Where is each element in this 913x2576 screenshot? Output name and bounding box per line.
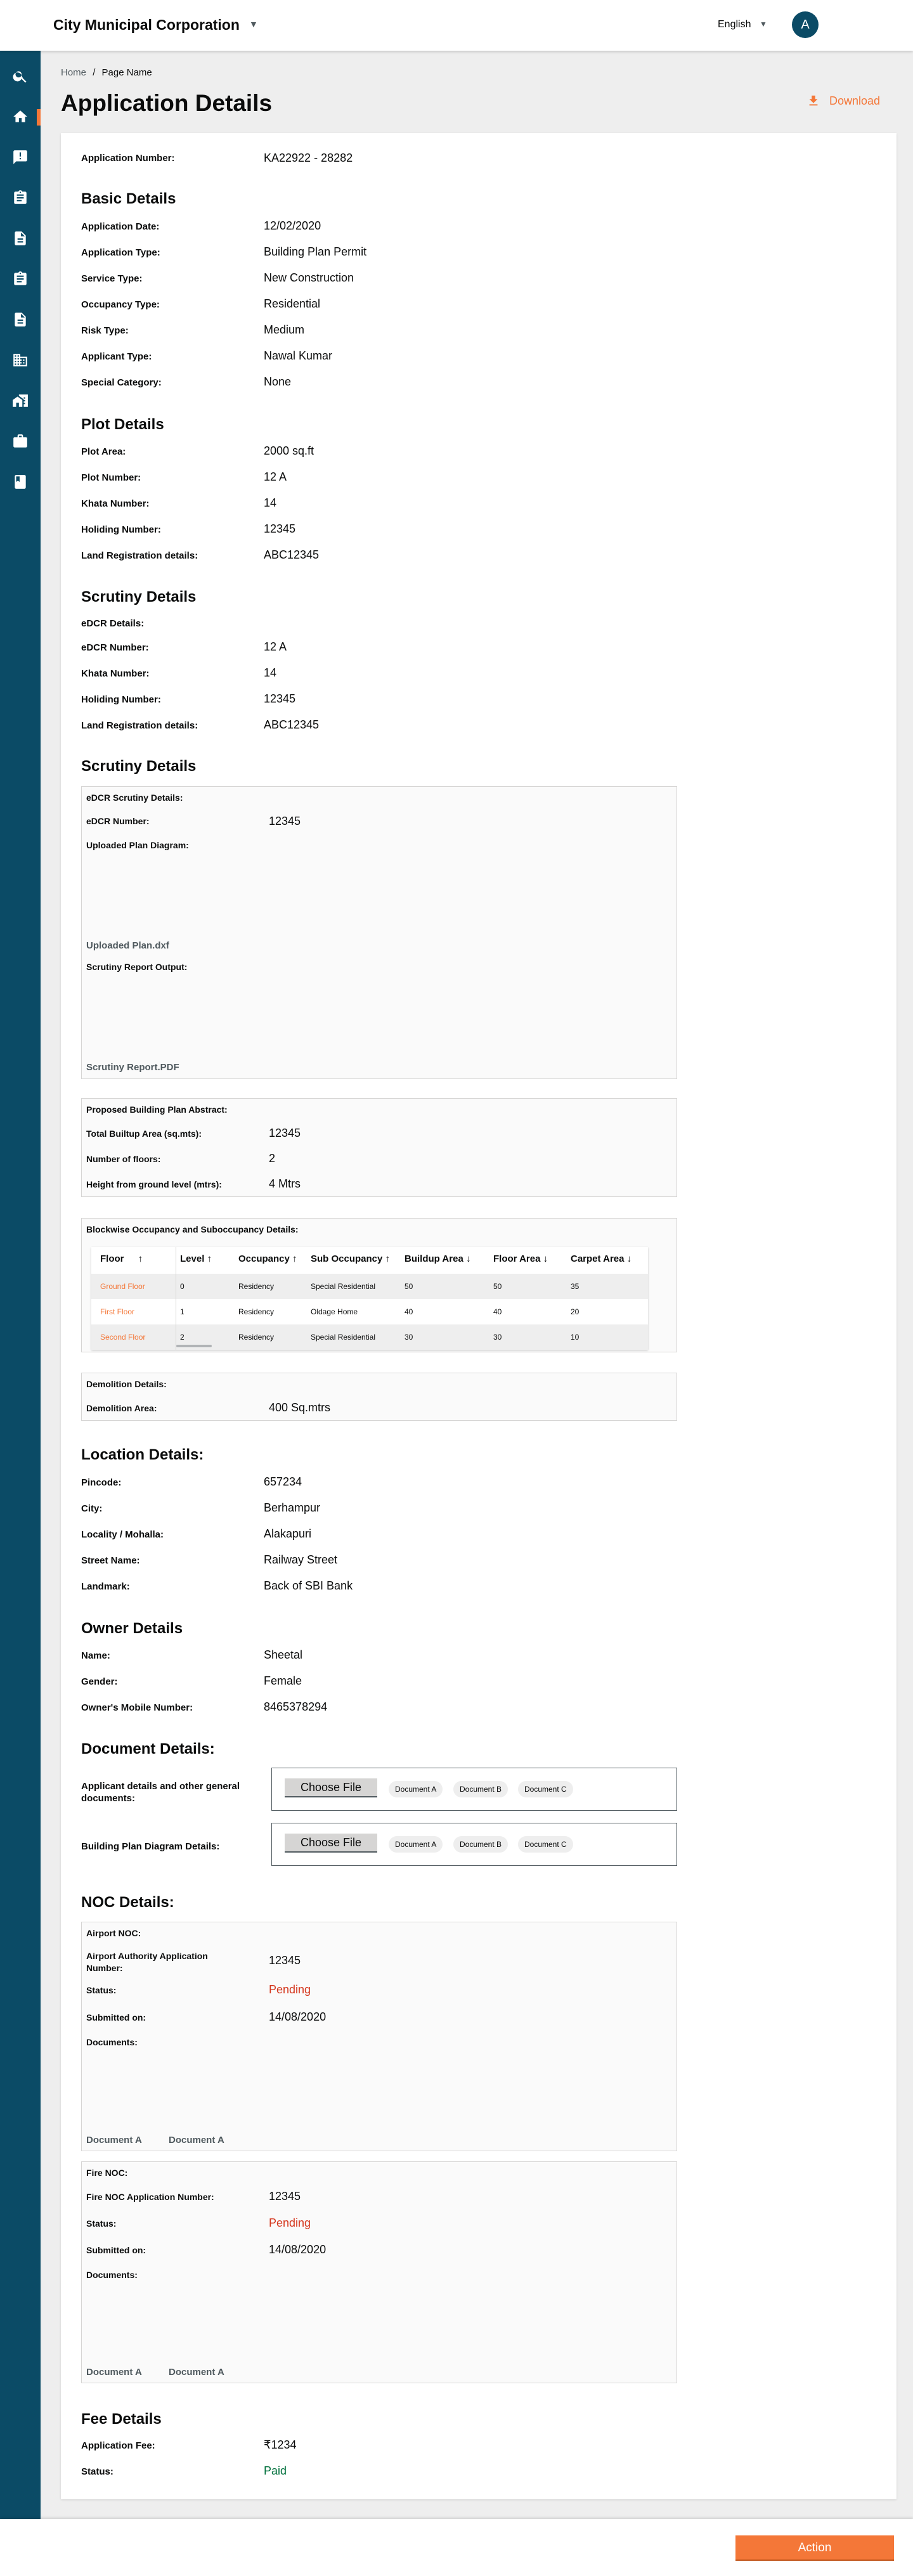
table-cell[interactable]: Ground Floor xyxy=(100,1282,145,1291)
basic-value: Nawal Kumar xyxy=(264,349,333,362)
abstract-value: 4 Mtrs xyxy=(269,1177,301,1190)
airport-noc-document[interactable]: Document A xyxy=(169,2135,224,2146)
edcr-number-value: 12345 xyxy=(269,815,301,827)
airport-noc-document[interactable]: Document A xyxy=(86,2135,142,2146)
basic-label: Application Date: xyxy=(81,221,160,232)
breadcrumb-current: Page Name xyxy=(101,67,152,78)
uploaded-plan-label: Uploaded Plan Diagram: xyxy=(86,840,189,850)
plot-details-heading: Plot Details xyxy=(81,416,164,433)
table-cell: 50 xyxy=(405,1282,413,1291)
airport-noc-submitted: 14/08/2020 xyxy=(269,2010,327,2023)
clipboard-icon[interactable] xyxy=(0,185,41,210)
plot-value: 12345 xyxy=(264,522,296,535)
fire-noc-value: 12345 xyxy=(269,2190,301,2203)
abstract-value: 12345 xyxy=(269,1127,301,1139)
scrutiny-value: 12345 xyxy=(264,692,296,705)
document-chip[interactable]: Document C xyxy=(518,1836,573,1853)
chevron-down-icon[interactable]: ▼ xyxy=(249,19,258,29)
scrutiny-value: ABC12345 xyxy=(264,718,320,731)
basic-label: Service Type: xyxy=(81,273,143,284)
owner-label: Owner's Mobile Number: xyxy=(81,1702,193,1713)
table-cell: 20 xyxy=(571,1307,580,1316)
table-cell: 30 xyxy=(405,1333,413,1342)
breadcrumb-separator: / xyxy=(93,67,96,78)
table-scrollbar[interactable] xyxy=(176,1345,212,1347)
top-bar xyxy=(0,0,913,51)
breadcrumb xyxy=(61,67,152,78)
basic-value: Residential xyxy=(264,297,321,310)
owner-label: Gender: xyxy=(81,1676,118,1687)
location-value: 657234 xyxy=(264,1475,302,1488)
table-cell[interactable]: First Floor xyxy=(100,1307,134,1316)
scrutiny-report-label: Scrutiny Report Output: xyxy=(86,962,188,972)
table-cell: 2 xyxy=(180,1333,185,1342)
action-bar xyxy=(0,2519,913,2576)
table-cell: Residency xyxy=(238,1333,275,1342)
download-button[interactable] xyxy=(806,94,880,108)
table-cell: 40 xyxy=(405,1307,413,1316)
upload-label: Building Plan Diagram Details: xyxy=(81,1841,220,1852)
application-number-value: KA22922 - 28282 xyxy=(264,152,353,164)
table-cell: Oldage Home xyxy=(311,1307,358,1316)
fee-status-label: Status: xyxy=(81,2466,113,2477)
airport-noc-documents-label: Documents: xyxy=(86,2037,138,2047)
airport-noc-title: Airport NOC: xyxy=(86,1928,141,1938)
airport-noc-submitted-label: Submitted on: xyxy=(86,2012,146,2023)
noc-details-heading: NOC Details: xyxy=(81,1894,174,1911)
scrutiny-label: Khata Number: xyxy=(81,668,150,679)
action-button[interactable]: Action xyxy=(735,2535,894,2561)
scrutiny-label: eDCR Number: xyxy=(81,642,149,653)
table-cell: 0 xyxy=(180,1282,185,1291)
city-brand[interactable]: City Municipal Corporation xyxy=(53,16,240,33)
location-value: Alakapuri xyxy=(264,1527,312,1540)
column-header-level[interactable]: Level ↑ xyxy=(180,1253,212,1264)
scrutiny-report-file[interactable]: Scrutiny Report.PDF xyxy=(86,1062,179,1073)
language-selector[interactable]: English xyxy=(718,19,751,30)
plot-label: Plot Number: xyxy=(81,472,141,483)
fee-value: ₹1234 xyxy=(264,2438,297,2451)
demolition-box xyxy=(81,1373,677,1421)
table-cell: 40 xyxy=(493,1307,502,1316)
plot-value: ABC12345 xyxy=(264,548,320,561)
airport-noc-value: 12345 xyxy=(269,1954,301,1967)
document-chip[interactable]: Document A xyxy=(389,1836,443,1853)
document-chip[interactable]: Document A xyxy=(389,1781,443,1797)
plot-label: Khata Number: xyxy=(81,498,150,509)
abstract-label: Height from ground level (mtrs): xyxy=(86,1179,222,1189)
location-label: Street Name: xyxy=(81,1555,140,1566)
fee-status-value: Paid xyxy=(264,2464,287,2477)
column-header-floor[interactable]: Floor ↑ xyxy=(100,1253,143,1264)
location-value: Back of SBI Bank xyxy=(264,1579,353,1592)
scrutiny-label: Holiding Number: xyxy=(81,694,161,705)
plot-value: 2000 sq.ft xyxy=(264,444,314,457)
page-title: Application Details xyxy=(61,90,273,116)
basic-value: Building Plan Permit xyxy=(264,245,367,258)
uploaded-plan-file[interactable]: Uploaded Plan.dxf xyxy=(86,940,169,951)
fire-noc-submitted-label: Submitted on: xyxy=(86,2245,146,2255)
basic-value: None xyxy=(264,375,292,388)
basic-label: Risk Type: xyxy=(81,325,129,336)
blockwise-title: Blockwise Occupancy and Suboccupancy Details: xyxy=(86,1224,299,1234)
plot-label: Land Registration details: xyxy=(81,550,198,561)
document-icon[interactable] xyxy=(0,307,41,332)
owner-details-heading: Owner Details xyxy=(81,1620,183,1637)
general-documents-upload xyxy=(271,1768,677,1811)
scrutiny-value: 14 xyxy=(264,666,277,679)
basic-label: Applicant Type: xyxy=(81,351,152,362)
upload-label: Applicant details and other general documents: xyxy=(81,1781,240,1804)
table-cell: 30 xyxy=(493,1333,502,1342)
plan-diagram-upload xyxy=(271,1823,677,1866)
scrutiny-label: Land Registration details: xyxy=(81,720,198,731)
table-cell: 35 xyxy=(571,1282,580,1291)
basic-label: Occupancy Type: xyxy=(81,299,160,310)
home-icon[interactable] xyxy=(0,104,41,129)
owner-value: Female xyxy=(264,1674,302,1687)
fire-noc-documents-label: Documents: xyxy=(86,2270,138,2280)
airport-noc-status: Pending xyxy=(269,1983,311,1996)
plot-value: 14 xyxy=(264,496,277,509)
alert-icon[interactable] xyxy=(0,145,41,170)
choose-file-button[interactable]: Choose File xyxy=(285,1778,377,1797)
house-icon[interactable] xyxy=(0,388,41,413)
fire-noc-document[interactable]: Document A xyxy=(169,2367,224,2378)
blockwise-table xyxy=(91,1247,648,1350)
owner-value: Sheetal xyxy=(264,1648,303,1661)
owner-label: Name: xyxy=(81,1650,110,1661)
location-label: Landmark: xyxy=(81,1581,130,1592)
demolition-area-value: 400 Sq.mtrs xyxy=(269,1401,331,1414)
owner-value: 8465378294 xyxy=(264,1700,328,1713)
chevron-down-icon[interactable]: ▼ xyxy=(760,20,767,29)
fee-label: Application Fee: xyxy=(81,2440,155,2451)
basic-details-heading: Basic Details xyxy=(81,190,176,207)
choose-file-button[interactable]: Choose File xyxy=(285,1834,377,1853)
plot-label: Holiding Number: xyxy=(81,524,161,535)
table-cell: Residency xyxy=(238,1307,275,1316)
scrutiny-value: 12 A xyxy=(264,640,287,653)
fire-noc-status-label: Status: xyxy=(86,2218,117,2229)
search-icon[interactable] xyxy=(0,63,41,89)
document-chip[interactable]: Document B xyxy=(453,1781,508,1797)
column-header-floor-area[interactable]: Floor Area ↓ xyxy=(493,1253,548,1264)
column-header-carpet-area[interactable]: Carpet Area ↓ xyxy=(571,1253,632,1264)
demolition-title: Demolition Details: xyxy=(86,1379,167,1389)
application-number-label: Application Number: xyxy=(81,153,175,164)
fire-noc-document[interactable]: Document A xyxy=(86,2367,142,2378)
table-cell: Residency xyxy=(238,1282,275,1291)
scrutiny-details-heading: Scrutiny Details xyxy=(81,588,197,605)
basic-label: Special Category: xyxy=(81,377,162,388)
fire-noc-status: Pending xyxy=(269,2217,311,2229)
briefcase-icon[interactable] xyxy=(0,429,41,454)
plot-value: 12 A xyxy=(264,470,287,483)
abstract-label: Number of floors: xyxy=(86,1154,161,1164)
abstract-title: Proposed Building Plan Abstract: xyxy=(86,1104,228,1115)
basic-value: New Construction xyxy=(264,271,354,284)
table-cell: 10 xyxy=(571,1333,580,1342)
abstract-value: 2 xyxy=(269,1152,276,1165)
location-label: City: xyxy=(81,1503,103,1514)
document-chip[interactable]: Document C xyxy=(518,1781,573,1797)
document-chip[interactable]: Document B xyxy=(453,1836,508,1853)
fire-noc-submitted: 14/08/2020 xyxy=(269,2243,327,2256)
scrutiny-details-heading: Scrutiny Details xyxy=(81,758,197,775)
breadcrumb-home[interactable]: Home xyxy=(61,67,87,78)
table-cell: Special Residential xyxy=(311,1333,376,1342)
table-cell[interactable]: Second Floor xyxy=(100,1333,146,1342)
location-label: Locality / Mohalla: xyxy=(81,1529,164,1540)
column-header-sub-occupancy[interactable]: Sub Occupancy ↑ xyxy=(311,1253,391,1264)
airport-noc-status-label: Status: xyxy=(86,1985,117,1995)
building-icon[interactable] xyxy=(0,347,41,373)
edcr-scrutiny-box xyxy=(81,786,677,1079)
demolition-area-label: Demolition Area: xyxy=(86,1403,157,1413)
document-details-heading: Document Details: xyxy=(81,1740,215,1757)
basic-value: 12/02/2020 xyxy=(264,219,321,232)
book-icon[interactable] xyxy=(0,469,41,495)
download-icon xyxy=(806,94,820,108)
basic-value: Medium xyxy=(264,323,305,336)
edcr-scrutiny-title: eDCR Scrutiny Details: xyxy=(86,793,183,803)
location-details-heading: Location Details: xyxy=(81,1446,204,1463)
clipboard-icon[interactable] xyxy=(0,266,41,292)
table-cell: 50 xyxy=(493,1282,502,1291)
plot-label: Plot Area: xyxy=(81,446,126,457)
table-cell: Special Residential xyxy=(311,1282,376,1291)
table-cell: 1 xyxy=(180,1307,185,1316)
location-label: Pincode: xyxy=(81,1477,122,1488)
fire-noc-title: Fire NOC: xyxy=(86,2168,128,2178)
column-header-occupancy[interactable]: Occupancy ↑ xyxy=(238,1253,297,1264)
location-value: Railway Street xyxy=(264,1553,338,1566)
edcr-number-label: eDCR Number: xyxy=(86,816,150,826)
location-value: Berhampur xyxy=(264,1501,321,1514)
basic-label: Application Type: xyxy=(81,247,160,258)
edcr-details-subheading: eDCR Details: xyxy=(81,618,145,629)
fire-noc-label: Fire NOC Application Number: xyxy=(86,2192,214,2202)
document-icon[interactable] xyxy=(0,226,41,251)
avatar[interactable]: A xyxy=(792,11,819,38)
sidebar xyxy=(0,51,41,2576)
column-header-buildup-area[interactable]: Buildup Area ↓ xyxy=(405,1253,471,1264)
abstract-label: Total Builtup Area (sq.mts): xyxy=(86,1129,202,1139)
fee-details-heading: Fee Details xyxy=(81,2411,162,2428)
airport-noc-label: Airport Authority Application Number: xyxy=(86,1951,208,1973)
download-label: Download xyxy=(829,94,881,107)
